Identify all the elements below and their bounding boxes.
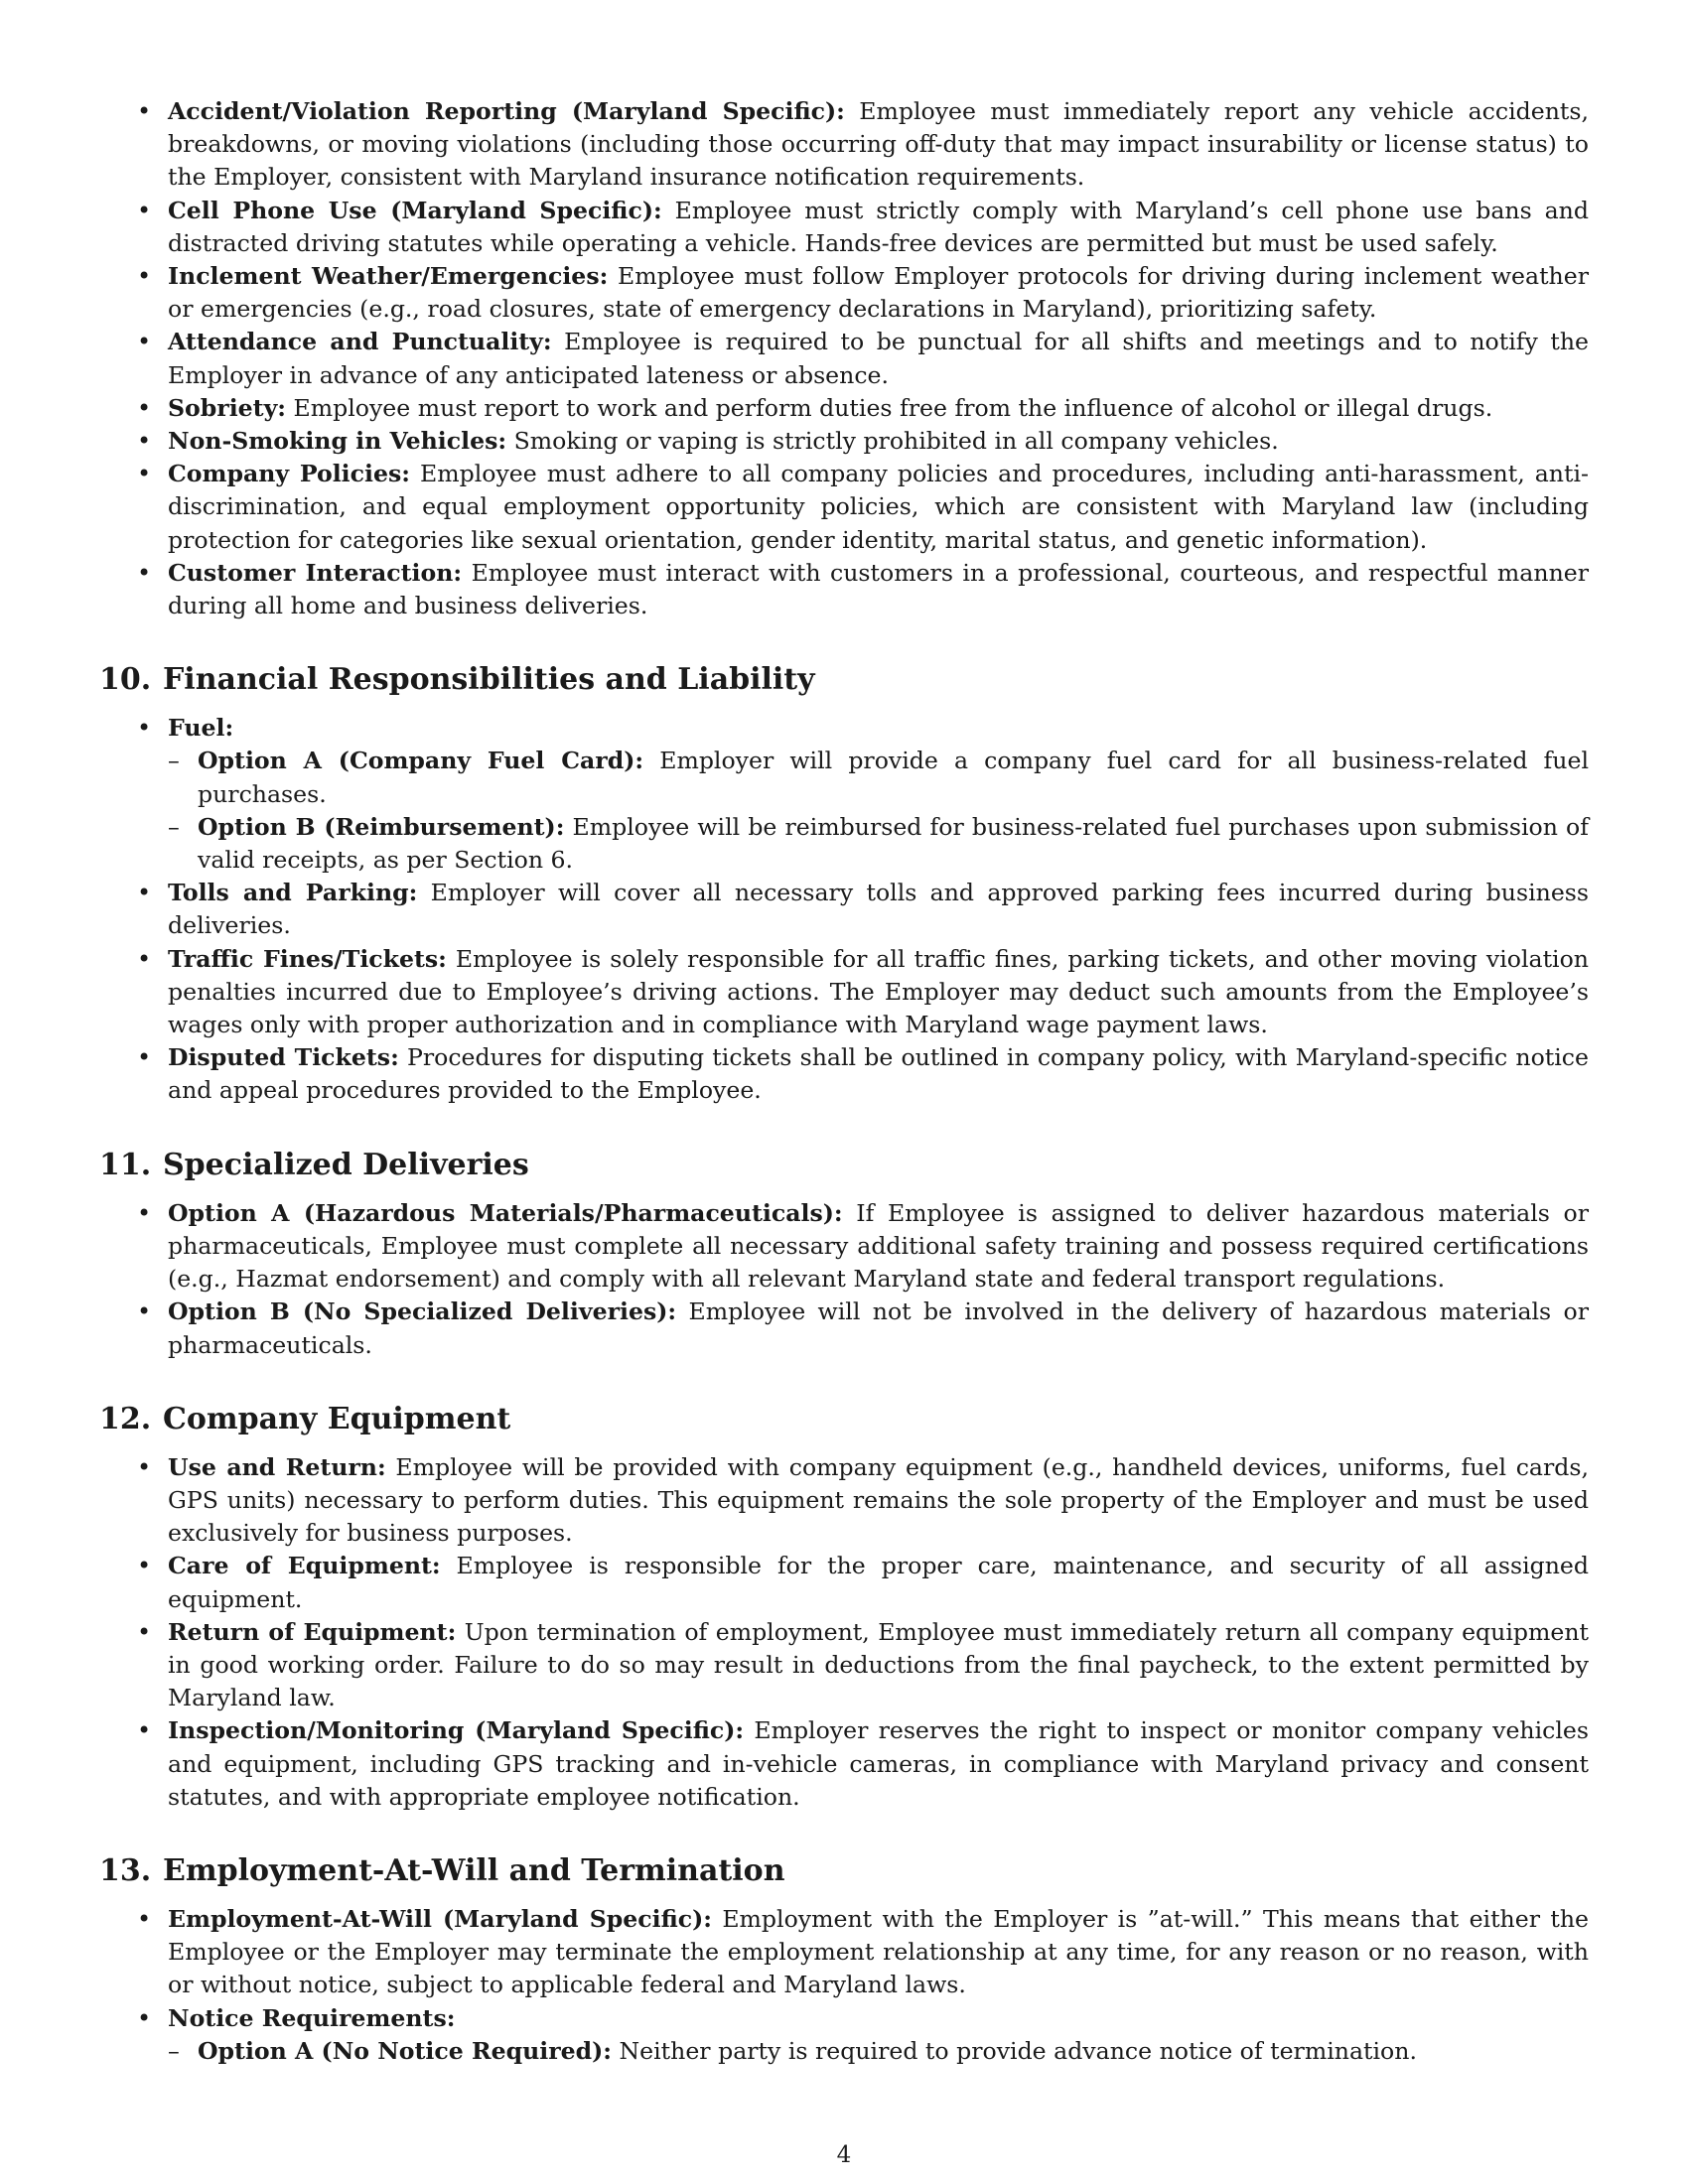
item-text: Neither party is required to provide advance notice of termination. (612, 2036, 1417, 2065)
item-text: Employee must interact with customers in a professional, courteous, and respectful manner during all home and business deliveries. (168, 558, 1590, 620)
specialized-list (99, 1197, 1589, 1362)
list-item (99, 1296, 1589, 1361)
item-text: Employer will cover all necessary tolls and approved parking fees incurred during business deliveries. (168, 879, 1589, 940)
item-text: If Employee is assigned to deliver hazardous materials or pharmaceuticals, Employee must complete all necessary additional safety training and possess required certifications (e.g., Hazmat endorsement) and comply with all relevant Maryland state and federal transport regulations. (168, 1198, 1589, 1294)
item-title: Fuel: (168, 714, 234, 743)
sub-list-item (168, 2035, 1589, 2068)
page-content (99, 95, 1589, 2068)
item-text: Employee will be provided with company equipment (e.g., handheld devices, uniforms, fuel cards, GPS units) necessary to perform duties. This equipment remains the sole property of the Employer and must be used exclusively for business purposes. (168, 1452, 1589, 1548)
section-title: Company Equipment (163, 1401, 511, 1436)
list-item (99, 877, 1589, 942)
list-item (99, 392, 1589, 425)
item-text: Employment with the Employer is ”at-will.” This means that either the Employee or the Employer may terminate the employment relationship at any time, for any reason or no reason, with or without notice, subject to applicable federal and Maryland laws. (168, 1904, 1589, 1999)
list-item (99, 1550, 1589, 1615)
item-text: Employer reserves the right to inspect or monitor company vehicles and equipment, including GPS tracking and in-vehicle cameras, in compliance with Maryland privacy and consent statutes, and with appropriate employee notification. (168, 1716, 1590, 1811)
item-title: Option A (Hazardous Materials/Pharmaceuticals): (168, 1198, 843, 1227)
item-title: Tolls and Parking: (168, 879, 418, 907)
item-title: Traffic Fines/Tickets: (168, 944, 447, 973)
item-title: Inclement Weather/Emergencies: (168, 262, 609, 291)
item-title: Use and Return: (168, 1452, 386, 1481)
list-item (99, 1714, 1589, 1814)
item-title: Employment-At-Will (Maryland Specific): (168, 1904, 712, 1933)
item-text: Employee will not be involved in the delivery of hazardous materials or pharmaceuticals. (168, 1297, 1589, 1359)
item-title: Option B (Reimbursement): (198, 812, 565, 841)
section-heading-12 (99, 1400, 1589, 1439)
section-number: 13. (99, 1852, 152, 1888)
section-title: Financial Responsibilities and Liability (163, 662, 815, 698)
item-text: Employee will be reimbursed for business-related fuel purchases upon submission of valid receipts, as per Section 6. (198, 812, 1589, 875)
section-heading-13 (99, 1851, 1589, 1891)
list-item (99, 1041, 1589, 1107)
section-number: 12. (99, 1401, 152, 1436)
section-heading-10 (99, 660, 1589, 700)
equipment-list (99, 1451, 1589, 1814)
item-title: Notice Requirements: (168, 2003, 456, 2032)
list-item (99, 1197, 1589, 1297)
sub-list-item (168, 811, 1589, 877)
item-title: Inspection/Monitoring (Maryland Specific): (168, 1716, 745, 1745)
item-text: Employee is required to be punctual for all shifts and meetings and to notify the Employer in advance of any anticipated lateness or absence. (168, 328, 1589, 389)
item-title: Non-Smoking in Vehicles: (168, 427, 507, 456)
item-text: Procedures for disputing tickets shall be outlined in company policy, with Maryland-specific notice and appeal procedures provided to the Employee. (168, 1043, 1589, 1105)
item-text: Employer will provide a company fuel card for all business-related fuel purchases. (198, 747, 1589, 808)
section-title: Specialized Deliveries (163, 1147, 529, 1182)
conduct-list (99, 95, 1589, 622)
item-title: Option B (No Specialized Deliveries): (168, 1297, 677, 1326)
item-title: Customer Interaction: (168, 558, 463, 587)
notice-options-list (168, 2035, 1589, 2068)
list-item (99, 2002, 1589, 2068)
item-text: Employee must immediately report any vehicle accidents, breakdowns, or moving violations (including those occurring off-duty that may impact insurability or license status) to the Employer, consistent with Maryland insurance notification requirements. (168, 97, 1589, 192)
item-title: Accident/Violation Reporting (Maryland Specific): (168, 97, 845, 125)
item-text: Employee must follow Employer protocols for driving during inclement weather or emergencies (e.g., road closures, state of emergency declarations in Maryland), prioritizing safety. (168, 262, 1589, 324)
item-title: Sobriety: (168, 393, 286, 422)
section-number: 11. (99, 1147, 152, 1182)
item-title: Company Policies: (168, 460, 410, 488)
item-text: Employee is responsible for the proper care, maintenance, and security of all assigned equipment. (168, 1552, 1589, 1613)
list-item (99, 260, 1589, 326)
item-text: Employee must strictly comply with Maryland’s cell phone use bans and distracted driving statutes while operating a vehicle. Hands-free devices are permitted but must be used safely. (168, 196, 1589, 257)
item-text: Employee must report to work and perform duties free from the influence of alcohol or illegal drugs. (286, 393, 1493, 422)
list-item (99, 1451, 1589, 1551)
financial-list (99, 712, 1589, 1107)
sub-list-item (168, 745, 1589, 810)
list-item (99, 95, 1589, 195)
item-text: Employee must adhere to all company policies and procedures, including anti-harassment, anti-discrimination, and equal employment opportunity policies, which are consistent with Maryland law (including protection for categories like sexual orientation, gender identity, marital status, and genetic information). (168, 460, 1589, 554)
section-title: Employment-At-Will and Termination (163, 1852, 785, 1888)
list-item (99, 557, 1589, 622)
list-item (99, 458, 1589, 557)
section-heading-11 (99, 1146, 1589, 1185)
section-number: 10. (99, 662, 152, 698)
item-title: Cell Phone Use (Maryland Specific): (168, 196, 662, 224)
list-item (99, 1616, 1589, 1715)
page-number: 4 (836, 2142, 852, 2168)
item-text: Employee is solely responsible for all traffic fines, parking tickets, and other moving violation penalties incurred due to Employee’s driving actions. The Employer may deduct such amounts from the Employee’s wages only with proper authorization and in compliance with Maryland wage payment laws. (168, 944, 1589, 1039)
list-item (99, 943, 1589, 1042)
list-item (99, 326, 1589, 391)
list-item (99, 712, 1589, 877)
item-title: Disputed Tickets: (168, 1043, 399, 1072)
item-title: Return of Equipment: (168, 1617, 457, 1646)
item-title: Care of Equipment: (168, 1552, 441, 1580)
list-item (99, 425, 1589, 458)
list-item (99, 195, 1589, 260)
item-text: Smoking or vaping is strictly prohibited in all company vehicles. (506, 427, 1279, 456)
fuel-options-list (168, 745, 1589, 877)
item-title: Option A (No Notice Required): (198, 2036, 613, 2065)
list-item (99, 1903, 1589, 2002)
item-title: Option A (Company Fuel Card): (198, 747, 644, 775)
item-text: Upon termination of employment, Employee must immediately return all company equipment in good working order. Failure to do so may result in deductions from the final paycheck, to the extent permitted by Maryland law. (168, 1617, 1589, 1712)
item-title: Attendance and Punctuality: (168, 328, 552, 356)
termination-list (99, 1903, 1589, 2068)
